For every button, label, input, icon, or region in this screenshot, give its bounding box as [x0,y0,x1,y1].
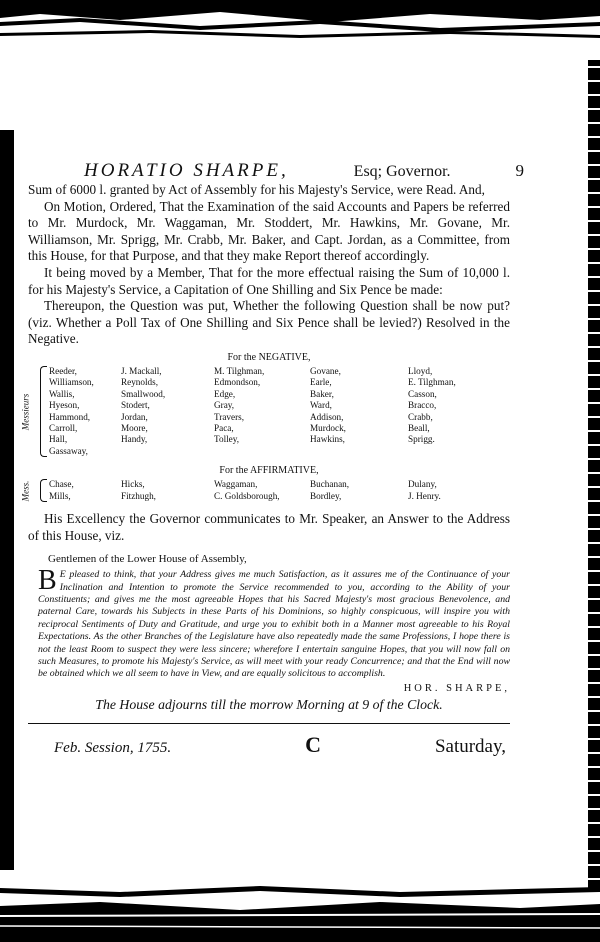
adjourn-line: The House adjourns till the morrow Morning at 9 of the Clock. [95,696,443,712]
negative-brace [40,366,47,457]
paragraph-accounts: Sum of 6000 l. granted by Act of Assembly for his Majesty's Service, were Read. And, [28,182,485,197]
signature-mark: C [305,731,321,757]
vote-name: Mills, [49,490,71,501]
vote-name: Casson, [408,388,437,399]
vote-name: Hawkins, [310,434,345,445]
vote-name: Addison, [310,411,344,422]
vote-name: Edmondson, [214,377,261,388]
paragraph-committee: On Motion, Ordered, That the Examination of the said Accounts and Papers be referred to Mr. Murdock, Mr. Waggaman, Mr. Stoddert, Mr. Hawkins, Mr. Govane, Mr. Williamson, Mr. Sprigg, Mr. Crabb, Mr. Baker, and Capt. Jordan, as a Committee, from this House, for that Purpose, and that they make Report thereof accordingly. [28,198,510,264]
drop-cap: B [38,565,57,597]
negative-side-label: Messieurs [20,393,31,430]
vote-name: Hall, [49,434,68,445]
negative-column-1 [49,366,121,457]
vote-name: Dulany, [408,479,437,490]
vote-name: Chase, [49,479,74,490]
affirmative-column-4 [310,479,408,502]
paragraph-communication: His Excellency the Governor communicates to Mr. Speaker, an Answer to the Address of this House, viz. [28,511,510,543]
vote-name: Gassaway, [49,445,88,456]
affirmative-column-5 [408,479,508,502]
vote-name: Bordley, [310,490,342,501]
letter-text: E pleased to think, that your Address gives me much Satisfaction, as it assures me of the Continuance of your Inclination and Intention to promote the Service recommended to you, according to the Ability of your Constituents; and gives me the most agreeable Hopes that his Sacred Majesty's most gracious Benevolence, and paternal Care, towards his Subjects in these Parts of his Dominions, so highly conspicuous, will inspire you with reciprocal Sentiments of Duty and Gratitude, and urge you to exhibit both in a Manner most agreeable to his Royal Expectations. As the other Branches of the Legislature have also repeatedly made the same Professions, I hope there is not the least Room to suspect they were less sincere; wherefore I entertain sanguine Hopes, that you will now fall on such Measures, to promote his Majesty's Service, as will meet with your ready Concurrence; and that the End will now be obtained which we all seem to have in View, and are equally solicitous to accomplish. [38,569,510,680]
vote-name: Earle, [310,377,332,388]
paragraph-motion: It being moved by a Member, That for the more effectual raising the Sum of 10,000 l. for his Majesty's Service, a Capitation of One Shilling and Six Pence be made: [28,264,510,297]
vote-name: Stodert, [121,400,150,411]
vote-name: Smallwood, [121,388,166,399]
vote-name: Hicks, [121,479,145,490]
vote-name: C. Goldsborough, [214,490,280,501]
vote-name: Lloyd, [408,365,433,376]
catchword: Saturday, [434,735,506,757]
vote-name: Paca, [214,422,234,433]
negative-votes [20,365,510,457]
vote-name: Crabb, [408,411,433,422]
vote-name: J. Mackall, [121,365,162,376]
vote-name: Ward, [310,400,332,411]
footer-rule [28,723,510,724]
vote-name: E. Tilghman, [408,377,456,388]
left-scan-edge [0,130,14,870]
vote-name: Hyeson, [49,400,80,411]
letter-body [38,565,510,681]
affirmative-votes [20,479,510,502]
negative-heading: For the NEGATIVE, [227,351,311,363]
negative-column-5 [408,366,508,457]
vote-name: Reeder, [49,365,77,376]
vote-name: Williamson, [49,377,94,388]
document-page [20,160,524,758]
affirmative-column-2 [121,479,214,502]
vote-name: Carroll, [49,422,78,433]
vote-name: M. Tilghman, [214,365,265,376]
page-number: 9 [515,161,524,180]
top-scan-edge [0,0,600,42]
negative-column-2 [121,366,214,457]
vote-name: Edge, [214,388,236,399]
vote-name: Travers, [214,411,245,422]
page-footer [28,732,510,758]
header-name: HORATIO SHARPE, [84,160,289,181]
affirmative-heading: For the AFFIRMATIVE, [219,465,319,477]
vote-name: Jordan, [121,411,148,422]
governor-letter [38,553,510,694]
vote-name: J. Henry. [408,490,441,501]
vote-name: Bracco, [408,400,437,411]
paragraph-question: Thereupon, the Question was put, Whether the following Question shall be now put? (viz. Whether a Poll Tax of One Shilling and Six Pence shall be levied?) Resolved in the Negative. [28,298,510,347]
bottom-scan-edge [0,884,600,942]
vote-name: Murdock, [310,422,346,433]
vote-name: Beall, [408,422,430,433]
vote-name: Handy, [121,434,148,445]
vote-name: Reynolds, [121,377,159,388]
vote-name: Tolley, [214,434,240,445]
vote-name: Gray, [214,400,235,411]
vote-name: Buchanan, [310,479,350,490]
header-title: Esq; Governor. [353,163,451,180]
vote-name: Fitzhugh, [121,490,156,501]
vote-name: Moore, [121,422,148,433]
affirmative-brace [40,479,47,502]
affirmative-column-3 [214,479,310,502]
running-header [84,160,524,182]
letter-salutation: Gentlemen of the Lower House of Assembly, [48,553,247,566]
vote-name: Govane, [310,365,341,376]
negative-column-3 [214,366,310,457]
negative-column-4 [310,366,408,457]
session-label: Feb. Session, 1755. [54,739,172,756]
vote-name: Wallis, [49,388,75,399]
right-scan-edge [588,60,600,890]
affirmative-side-label: Mess. [20,480,31,501]
affirmative-column-1 [49,479,121,502]
vote-name: Sprigg. [408,434,435,445]
vote-name: Baker, [310,388,334,399]
vote-name: Hammond, [49,411,91,422]
letter-signature: HOR. SHARPE, [403,682,510,694]
vote-name: Waggaman, [214,479,258,490]
